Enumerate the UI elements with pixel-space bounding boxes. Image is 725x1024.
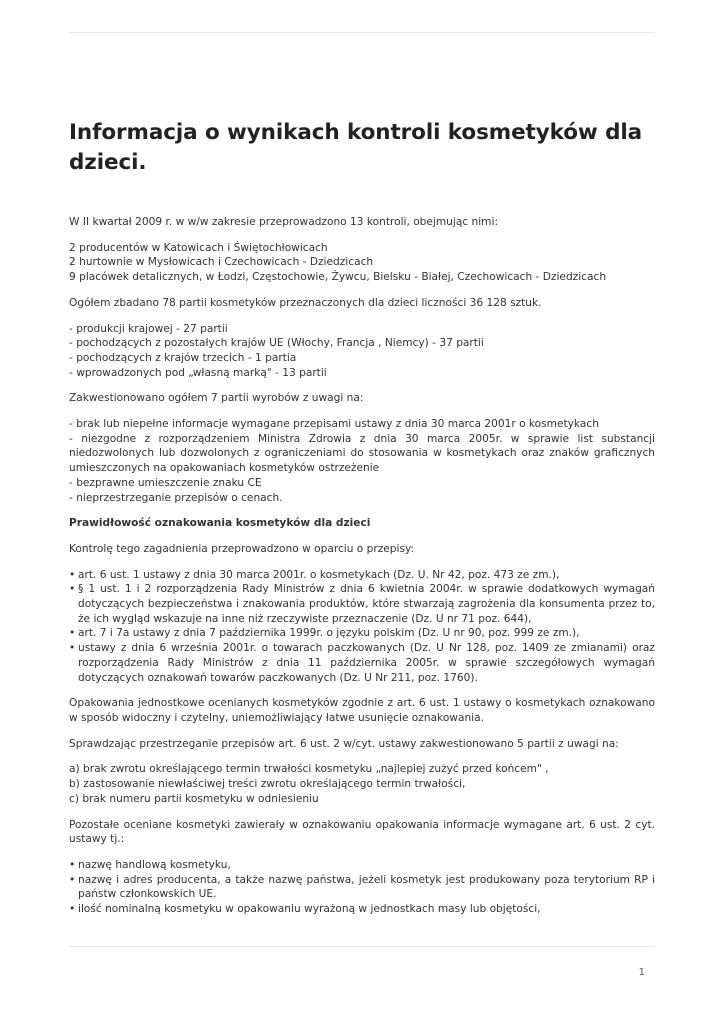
origin-block — [69, 322, 655, 381]
section-heading: Prawidłowość oznakowania kosmetyków dla dzieci — [69, 517, 371, 530]
top-rule — [69, 32, 655, 33]
list-item: • art. 6 ust. 1 ustawy z dnia 30 marca 2001r. o kosmetykach (Dz. U. Nr 42, poz. 473 ze zm.), — [69, 568, 655, 583]
defect-line: b) zastosowanie niewłaściwej treści zwrotu określającego termin trwałości, — [69, 778, 466, 791]
subject-line: 9 placówek detalicznych, w Łodzi, Częstochowie, Żywcu, Bielsku - Białej, Czechowicach - Dziedzicach — [69, 271, 607, 284]
required-info-list — [69, 858, 655, 917]
list-item: • nazwę handlową kosmetyku, — [69, 858, 655, 873]
reason-line: - nieprzestrzeganie przepisów o cenach. — [69, 491, 283, 504]
origin-line: - pochodzących z krajów trzecich - 1 partia — [69, 351, 297, 364]
subject-line: 2 hurtownie w Mysłowicach i Czechowicach - Dziedzicach — [69, 256, 374, 269]
reason-line: - bezprawne umieszczenie znaku CE — [69, 476, 262, 489]
bottom-rule — [69, 946, 655, 947]
intro-paragraph: W II kwartał 2009 r. w w/w zakresie przeprowadzono 13 kontroli, obejmując nimi: — [69, 216, 499, 228]
subjects-block — [69, 241, 655, 285]
defect-line: c) brak numeru partii kosmetyku w odniesieniu — [69, 792, 319, 805]
remaining-paragraph: Pozostałe oceniane kosmetyki zawierały w oznakowaniu opakowania informacje wymagane art. 6 ust. 2 cyt. ustawy tj.: — [69, 818, 655, 846]
list-item: • art. 7 i 7a ustawy z dnia 7 października 1999r. o języku polskim (Dz. U nr 90, poz. 999 ze zm.), — [69, 626, 655, 641]
subject-line: 2 producentów w Katowicach i Świętochłowicach — [69, 241, 328, 254]
defects-block — [69, 762, 655, 806]
list-item: • § 1 ust. 1 i 2 rozporządzenia Rady Ministrów z dnia 6 kwietnia 2004r. w sprawie dodatkowych wymagań dotyczących bezpieczeństwa i znakowania produktów, które stwarzają zagrożenia dla konsumenta przez to, że ich wygląd wskazuje na inne niż rzeczywiste przeznaczenie (Dz. U nr 71 poz. 644), — [69, 582, 655, 626]
reason-line: - niezgodne z rozporządzeniem Ministra Zdrowia z dnia 30 marca 2005r. w sprawie list substancji niedozwolonych lub dozwolonych z ograniczeniami do stosowania w kosmetykach oraz znaków graficznych umieszczonych na opakowaniach kosmetyków ostrzeżenie — [69, 432, 655, 475]
page-title: Informacja o wynikach kontroli kosmetyków dla dzieci. — [69, 120, 643, 175]
origin-line: - pochodzących z pozostałych krajów UE (Włochy, Francja , Niemcy) - 37 partii — [69, 337, 484, 350]
questioned-paragraph: Zakwestionowano ogółem 7 partii wyrobów z uwagi na: — [69, 392, 364, 405]
page-number: 1 — [638, 967, 645, 978]
packaging-paragraph: Opakowania jednostkowe ocenianych kosmetyków zgodnie z art. 6 ust. 1 ustawy o kosmetykach oznakowano w sposób widoczny i czytelny, uniemożliwiający łatwe usunięcie oznakowania. — [69, 697, 655, 724]
defect-line: a) brak zwrotu określającego termin trwałości kosmetyku „najlepiej zużyć przed końcem" , — [69, 763, 549, 776]
origin-line: - wprowadzonych pod „własną marką" - 13 partii — [69, 366, 327, 379]
regulations-list — [69, 568, 655, 686]
origin-line: - produkcji krajowej - 27 partii — [69, 322, 228, 335]
summary-paragraph: Ogółem zbadano 78 partii kosmetyków przeznaczonych dla dzieci liczności 36 128 sztuk. — [69, 296, 542, 309]
reasons-block — [69, 417, 655, 505]
document-body — [69, 118, 655, 928]
checking-paragraph: Sprawdzając przestrzeganie przepisów art. 6 ust. 2 w/cyt. ustawy zakwestionowano 5 partii z uwagi na: — [69, 737, 619, 750]
control-basis-paragraph: Kontrolę tego zagadnienia przeprowadzono w oparciu o przepisy: — [69, 542, 415, 555]
list-item: • ilość nominalną kosmetyku w opakowaniu wyrażoną w jednostkach masy lub objętości, — [69, 902, 655, 917]
list-item: • ustawy z dnia 6 września 2001r. o towarach paczkowanych (Dz. U Nr 128, poz. 1409 ze zmianami) oraz rozporządzenia Rady Ministrów z dnia 11 października 2005r. w sprawie szczegółowych wymagań dotyczących oznakowań towarów paczkowanych (Dz. U Nr 211, poz. 1760). — [69, 641, 655, 685]
reason-line: - brak lub niepełne informacje wymagane przepisami ustawy z dnia 30 marca 2001r o kosmetykach — [69, 418, 599, 431]
list-item: • nazwę i adres producenta, a także nazwę państwa, jeżeli kosmetyk jest produkowany poza terytorium RP i państw członkowskich UE. — [69, 873, 655, 902]
